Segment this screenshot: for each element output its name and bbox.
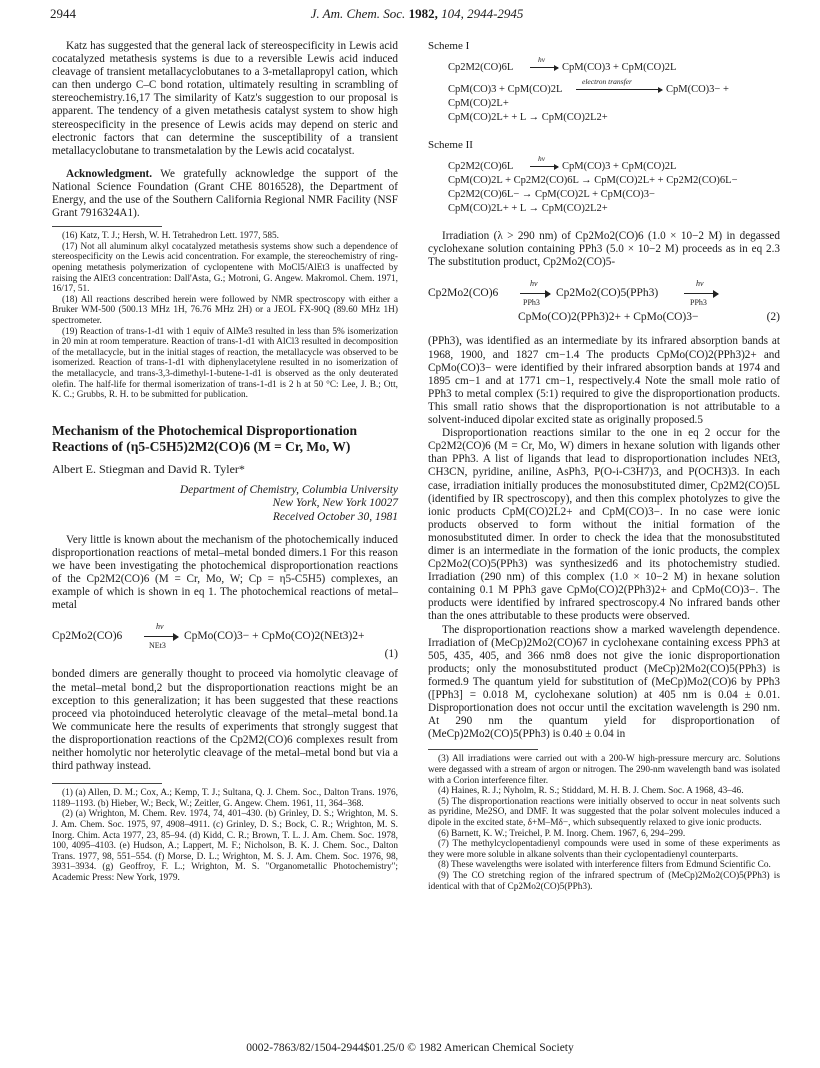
eq1-number: (1): [384, 648, 398, 661]
page-footer: 0002-7863/82/1504-2944$01.25/0 © 1982 American Chemical Society: [246, 1042, 574, 1054]
scheme-label: electron transfer: [582, 77, 632, 87]
scheme-left: CpM(CO)2L+ + L → CpM(CO)2L2+: [448, 112, 608, 124]
footnote: (4) Haines, R. J.; Nyholm, R. S.; Stiddard, M. H. B. J. Chem. Soc. A 1968, 43–46.: [438, 786, 744, 797]
footnote: (2) (a) Wrighton, M. Chem. Rev. 1974, 74, 401–430. (b) Grinley, D. S.; Wrighton, M. S. J. Am. Chem. Soc. 1975, 97, 4908–4911. (c) Grinley, D. S.; Bock, C. R.; Wrighton, M. S. Inorg. Chim. Acta 1977, 23, 85–94. (d) Kidd, C. R.; Brown, T. L. J. Am. Chem. Soc. 1978, 100, 4095–4103. (e) Hudson, A.; Lappert, M. F.; Nicholson, B. K. J. Chem. Soc., Dalton Trans. 1977, 98, 551–554. (f) Morse, D. L.; Wrighton, M. S. J. Am. Chem. Soc. 1976, 98, 3931–3934. (g) Geoffroy, F. L.; Wrighton, M. S. "Organometallic Photochemistry"; Academic Press: New York, 1979.: [52, 809, 398, 883]
scheme-line: [448, 154, 780, 174]
scheme-left: CpM(CO)3 + CpM(CO)2L: [448, 84, 563, 96]
eq2-hv: hν: [530, 279, 538, 289]
equation-2: [428, 275, 780, 324]
scheme-right: CpM(CO)3 + CpM(CO)2L: [562, 62, 677, 74]
article-title: Mechanism of the Photochemical Disproportionation Reactions of (η5-C5H5)2M2(CO)6 (M = Cr, Mo, W): [52, 422, 357, 454]
footnote: (17) Not all aluminum alkyl cocatalyzed metathesis systems show such a dependence of stereospecificity on the Lewis acid concentration. For example, the stereochemistry of ring-opening metathesis polymerization of cyclopentene with MoCl5/AlEt3 is unaffected by raising the AlEt3 concentration: Dall'Asta, G.; Motroni, G. Angew. Makromol. Chem. 1971, 16/17, 51.: [52, 241, 398, 295]
eq2-reagent-1: PPh3: [523, 298, 540, 308]
body-paragraph: Disproportionation reactions similar to the one in eq 2 occur for the Cp2M2(CO)6 (M = Cr, Mo, W) dimers in hexane solution with ligands other than PPh3. A list of ligands that lead to disproportionation includes NEt3, CH3CN, pyridine, aniline, AsPh3, P(O-i-C3H7)3, and P(OCH3)3. In each case, irradiation initially produces the monosubstituted dimer, Cp2M2(CO)5L (identified by IR spectroscopy), and then this complex photolyzes to give the ionic products CpM(CO)2L2+ and CpM(CO)3−. In no case were ionic products observed to form without the initial formation of the monosubstituted dimer. In order to check the idea that the monosubstituted dimer is an intermediate in the formation of the ionic products, the complex Cp2Mo2(CO)5(PPh3) was synthesized6 and its photochemistry studied. Irradiation (290 nm) of this complex (1.0 × 10−2 M) in hexane solution containing 0.1 M PPh3 gave CpMo(CO)2(PPh3)2+ and CpMo(CO)3−. The products were identified by infrared spectroscopy.4 No infrared bands other than the ones attributable to these products were observed.: [428, 427, 780, 623]
footnote: (19) Reaction of trans-1-d1 with 1 equiv of AlMe3 resulted in less than 5% isomerization in 20 min at room temperature. Reaction of trans-1-d1 with AlCl3 resulted in decomposition of the metallacycle, but in the initial stages of reaction, the metallacycle was observed to be isomerized. Reaction of trans-1-d1 with diphenylacetylene resulted in no isomerization of the metallacycle, and trans-3,3-dimethyl-1-butene-1-d1 is observed as the only deuterated olefin. The half-life for thermal isomerization of trans-1-d1 is 2 h at 50 °C: Lee, J. B.; Ott, K. C.; Grubbs, R. H. to be submitted for publication.: [52, 326, 398, 401]
scheme-left: Cp2M2(CO)6L: [448, 161, 514, 173]
scheme-line: [448, 97, 780, 111]
body-paragraph: The disproportionation reactions show a marked wavelength dependence. Irradiation of (MeCp)2Mo2(CO)67 in cyclohexane containing excess PPh3 at 505, 435, 405, and 366 nm8 does not give the ionic disproportionation products; only the monosubstituted product (MeCp)2Mo2(CO)5(PPh3) is formed.9 The quantum yield for substitution of (MeCp)Mo2(CO)6 by PPh3 ([PPh3] = 0.018 M, cyclohexane solution) at 405 nm is 0.04 ± 0.01. Disproportionation does not occur until the excitation wavelength is 290 nm. At 290 nm the quantum yield for disproportionation of (MeCp)2Mo2(CO)5(PPh3) is 0.40 ± 0.04 in: [428, 623, 780, 741]
eq1-arrow: [144, 636, 178, 637]
scheme-arrow: [576, 89, 662, 90]
scheme-left: CpM(CO)2L+ + L → CpM(CO)2L2+: [448, 203, 608, 215]
acknowledgment-text: We gratefully acknowledge the support of the National Science Foundation (Grant CHE 8016528), the Department of Energy, and the use of the Southern California Regional NMR Facility (NSF Grant 7916324A1).: [52, 167, 398, 220]
eq2-arrow-2: [684, 293, 718, 294]
eq2-reactant: Cp2Mo2(CO)6: [428, 287, 499, 300]
page-number: 2944: [50, 6, 76, 21]
scheme-arrow: [530, 166, 558, 167]
footnote: (7) The methylcyclopentadienyl compounds were used in some of these experiments as they were more soluble in alkane solvents than their cyclopentadienyl counterparts.: [428, 839, 780, 860]
scheme-line: [448, 202, 780, 216]
scheme-line: [448, 174, 780, 188]
scheme-left: CpM(CO)2L + Cp2M2(CO)6L → CpM(CO)2L+ + Cp2M2(CO)6L−: [448, 175, 738, 187]
footnote-rule: [52, 226, 162, 227]
body-paragraph: bonded dimers are generally thought to proceed via homolytic cleavage of the metal–metal bond,2 but the disproportionation reactions might be an exception to this generalization; it has been suggested that these reactions proceed via photoinduced heterolytic cleavage of the metal–metal bond.1a We communicate here the results of experiments that strongly suggest that the disproportionation reactions of the Cp2M2(CO)6 complexes result from neither homolytic nor heterolytic cleavage of the metal–metal bond but via a third pathway instead.: [52, 668, 398, 773]
scheme-left: Cp2M2(CO)6L: [448, 62, 514, 74]
acknowledgment: [52, 168, 398, 220]
scheme-line: [448, 111, 780, 125]
journal-name: J. Am. Chem. Soc.: [310, 6, 406, 21]
footnote-rule: [428, 749, 538, 750]
received-date: Received October 30, 1981: [272, 510, 398, 523]
affiliation-address: New York, New York 10027: [272, 497, 398, 510]
eq2-products: CpMo(CO)2(PPh3)2+ + CpMo(CO)3−: [518, 311, 699, 324]
footnote: (18) All reactions described herein were followed by NMR spectroscopy with either a Bruker WM-500 (500.13 MHz 1H, 76.76 MHz 2H) or a JEOL FX-90Q (89.60 MHz 1H) spectrometer.: [52, 294, 398, 326]
scheme-line: [448, 188, 780, 202]
footnote: (6) Barnett, K. W.; Treichel, P. M. Inorg. Chem. 1967, 6, 294–299.: [438, 828, 686, 839]
eq2-number: (2): [766, 311, 780, 324]
eq1-reactant: Cp2Mo2(CO)6: [52, 630, 123, 643]
scheme-1: [428, 55, 780, 125]
journal-citation: [50, 6, 784, 22]
scheme-left: Cp2M2(CO)6L− → CpM(CO)2L + CpM(CO)3−: [448, 189, 655, 201]
intro-paragraph: Katz has suggested that the general lack of stereospecificity in Lewis acid cocatalyzed metathesis systems is due to a reversible Lewis acid induced cleavage of transient metallacyclobutanes to a 3-metallapropyl cation, which can then undergo C–C bond rotation, ultimately resulting in scrambling of stereochemistry.16,17 The similarity of Katz's suggestion to our proposal is apparent. The tendency of a given metathesis catalyst system to show high stereospecificity in the presence of Lewis acids may depend on steric and electronic factors that can determine the susceptibility of a transient metallacyclobutane to transmetalation by the Lewis acid cocatalyst.: [52, 40, 398, 157]
eq2-intermediate: Cp2Mo2(CO)5(PPh3): [556, 287, 659, 300]
scheme-1-title: Scheme I: [428, 40, 470, 52]
scheme-right: CpM(CO)3− +: [666, 84, 729, 96]
equation-1: [52, 618, 398, 661]
footnote: (8) These wavelengths were isolated with interference filters from Edmund Scientific Co.: [438, 860, 771, 871]
eq1-reagent: NEt3: [149, 641, 166, 651]
running-header: [50, 6, 784, 24]
body-paragraph: Very little is known about the mechanism of the photochemically induced disproportionation reactions of metal–metal bonded dimers.1 For this reason we have been investigating the photochemical disproportionation reactions of the Cp2M2(CO)6 (M = Cr, Mo, W; Cp = η5-C5H5) complexes, an example of which is shown in eq 1. The photochemical reactions of metal–metal: [52, 533, 398, 612]
scheme-2: [428, 154, 780, 216]
affiliation: Department of Chemistry, Columbia University: [179, 483, 398, 496]
footnote: (3) All irradiations were carried out with a 200-W high-pressure mercury arc. Solutions were degassed with a stream of argon or nitrogen. The 290-nm wavelength band was isolated with a Corion interference filter.: [428, 754, 780, 786]
footnote: (9) The CO stretching region of the infrared spectrum of (MeCp)2Mo2(CO)5(PPh3) is identical with that of Cp2Mo2(CO)5(PPh3).: [428, 870, 780, 892]
left-column: [52, 40, 398, 884]
scheme-right: CpM(CO)3 + CpM(CO)2L: [562, 161, 677, 173]
right-column: [428, 40, 780, 892]
acknowledgment-heading: Acknowledgment.: [66, 167, 153, 180]
body-paragraph: Irradiation (λ > 290 nm) of Cp2Mo2(CO)6 (1.0 × 10−2 M) in degassed cyclohexane solution containing PPh3 (5.0 × 10−2 M) proceeds as in eq 2.3 The substitution product, Cp2Mo2(CO)5-: [428, 230, 780, 269]
footnote: (5) The disproportionation reactions were initially observed to occur in neat solvents such as pyridine, Me2SO, and DMF. It was suggested that the polar solvent molecules induced a dipole in the excited state, δ+M–Mδ−, which subsequently relaxed to give ionic products.: [428, 796, 780, 828]
eq1-products: CpMo(CO)3− + CpMo(CO)2(NEt3)2+: [184, 630, 365, 643]
scheme-label: hν: [538, 154, 546, 164]
scheme-label: hν: [538, 55, 546, 65]
scheme-arrow: [530, 67, 558, 68]
scheme-line: [448, 55, 780, 75]
journal-pages: 2944-2945: [467, 6, 524, 21]
authors: Albert E. Stiegman and David R. Tyler*: [52, 461, 245, 476]
footnote-rule: [52, 783, 162, 784]
scheme-2-title: Scheme II: [428, 139, 473, 152]
footnote: (1) (a) Allen, D. M.; Cox, A.; Kemp, T. J.; Sultana, Q. J. Chem. Soc., Dalton Trans. 1976, 1189–1193. (b) Hieber, W.; Beck, W.; Zeitler, G. Angew. Chem. 1961, 11, 364–368.: [52, 788, 398, 809]
eq2-hv-2: hν: [696, 279, 704, 289]
scheme-left: CpM(CO)2L+: [448, 98, 509, 110]
journal-volume: 104,: [441, 6, 464, 21]
eq2-arrow-1: [520, 293, 550, 294]
journal-year: 1982,: [408, 6, 438, 21]
eq2-reagent-2: PPh3: [690, 298, 707, 308]
body-paragraph: (PPh3), was identified as an intermediate by its infrared absorption bands at 1968, 1900, and 1827 cm−1.4 The products CpMo(CO)2(PPh3)2+ and CpMo(CO)3− were identified by their infrared absorption bands at 1974 and 1895 cm−1 and at 1771 cm−1, respectively.4 Note the small mole ratio of PPh3 to metal complex (5:1) required to give the disproportionation products. This small ratio shows that the disproportionation is not attributable to a solvent-induced dipolar excited state as originally proposed.5: [428, 335, 780, 427]
footnote: (16) Katz, T. J.; Hersh, W. H. Tetrahedron Lett. 1977, 585.: [62, 231, 280, 242]
scheme-line: [448, 77, 780, 97]
eq1-hv: hν: [156, 622, 164, 632]
